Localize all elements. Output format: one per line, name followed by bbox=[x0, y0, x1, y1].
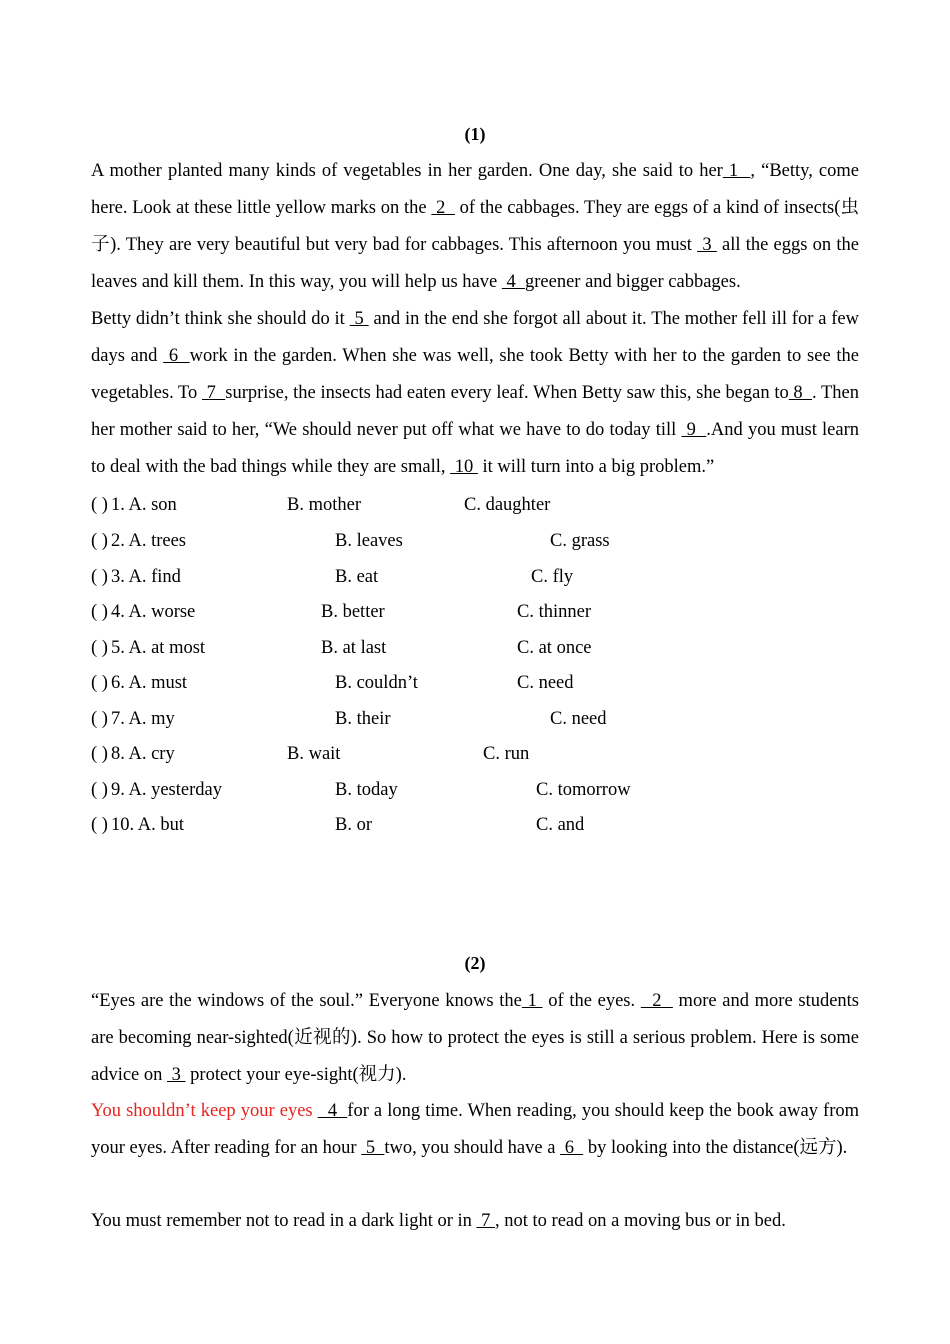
blank-10: 10 bbox=[450, 457, 478, 477]
text: A mother planted many kinds of vegetables in her garden. One day, she said to her bbox=[91, 161, 723, 181]
option-c: C. at once bbox=[517, 638, 592, 658]
option-a: 7. A. my bbox=[111, 709, 175, 729]
text: by looking into the distance(远方). bbox=[583, 1138, 848, 1158]
blank-7: 7 bbox=[476, 1211, 496, 1231]
section-1-paragraph-2 bbox=[91, 301, 859, 486]
option-a: 6. A. must bbox=[111, 673, 188, 693]
highlighted-text: You shouldn’t keep your eyes bbox=[91, 1101, 318, 1121]
question-row bbox=[91, 701, 859, 737]
blank-3: 3 bbox=[697, 235, 717, 255]
answer-paren[interactable]: ( ) bbox=[91, 567, 108, 587]
question-row bbox=[91, 559, 859, 595]
blank-2: 2 bbox=[431, 198, 455, 218]
text: greener and bigger cabbages. bbox=[524, 272, 741, 292]
text: it will turn into a big problem.” bbox=[477, 457, 715, 477]
answer-paren[interactable]: ( ) bbox=[91, 744, 108, 764]
blank-4: 4 bbox=[501, 272, 525, 292]
text: more and more students are becoming near-sighted(近视的). So how to protect the eyes is still a serious problem. Here is some advice on bbox=[91, 991, 860, 1085]
option-b: B. or bbox=[335, 815, 372, 835]
question-row bbox=[91, 487, 859, 523]
blank-1: 1 bbox=[521, 991, 543, 1011]
section-1-title: (1) bbox=[464, 124, 486, 144]
option-c: C. run bbox=[483, 744, 530, 764]
text: “Eyes are the windows of the soul.” Everyone knows the bbox=[91, 991, 522, 1011]
blank-6: 6 bbox=[163, 346, 190, 366]
option-a: 1. A. son bbox=[111, 495, 177, 515]
option-a: 8. A. cry bbox=[111, 744, 175, 764]
answer-paren[interactable]: ( ) bbox=[91, 602, 108, 622]
option-a: 4. A. worse bbox=[111, 602, 196, 622]
blank-1: 1 bbox=[722, 161, 751, 181]
blank-3: 3 bbox=[167, 1065, 186, 1085]
blank-8: 8 bbox=[788, 383, 813, 403]
text: Betty didn’t think she should do it bbox=[91, 309, 350, 329]
text: and in the end she forgot all about it. The mother fell ill for a few days and bbox=[91, 309, 860, 366]
question-row bbox=[91, 594, 859, 630]
question-row bbox=[91, 523, 859, 559]
text: . Then her mother said to her, “We should never put off what we have to do today till bbox=[91, 383, 859, 440]
option-b: B. better bbox=[321, 602, 385, 622]
text: two, you should have a bbox=[384, 1138, 561, 1158]
option-b: B. at last bbox=[321, 638, 387, 658]
section-1-paragraph-1 bbox=[91, 153, 859, 301]
question-row bbox=[91, 807, 859, 843]
option-c: C. need bbox=[550, 709, 607, 729]
text: all the eggs on the leaves and kill them. In this way, you will help us have bbox=[91, 235, 860, 292]
text: , “Betty, come here. Look at these little yellow marks on the bbox=[91, 161, 859, 218]
option-c: C. fly bbox=[531, 567, 574, 587]
answer-paren[interactable]: ( ) bbox=[91, 531, 108, 551]
text: protect your eye-sight(视力). bbox=[185, 1065, 407, 1085]
blank-9: 9 bbox=[681, 420, 707, 440]
section-2-paragraph-3 bbox=[91, 1203, 859, 1240]
option-c: C. daughter bbox=[464, 495, 551, 515]
option-b: B. today bbox=[335, 780, 398, 800]
text: surprise, the insects had eaten every leaf. When Betty saw this, she began to bbox=[225, 383, 789, 403]
blank-5: 5 bbox=[361, 1138, 385, 1158]
section-2-paragraph-1 bbox=[91, 983, 859, 1094]
option-b: B. wait bbox=[287, 744, 341, 764]
option-b: B. their bbox=[335, 709, 391, 729]
text: of the eyes. bbox=[542, 991, 641, 1011]
text: , not to read on a moving bus or in bed. bbox=[495, 1211, 786, 1231]
option-c: C. grass bbox=[550, 531, 610, 551]
text: for a long time. When reading, you should keep the book away from your eyes. After reading for an hour bbox=[91, 1101, 859, 1158]
blank-6: 6 bbox=[560, 1138, 584, 1158]
option-b: B. couldn’t bbox=[335, 673, 418, 693]
answer-paren[interactable]: ( ) bbox=[91, 638, 108, 658]
text: of the cabbages. They are eggs of a kind of insects(虫子). They are very beautiful but very bad for cabbages. This afternoon you must bbox=[91, 198, 859, 255]
option-b: B. mother bbox=[287, 495, 361, 515]
answer-paren[interactable]: ( ) bbox=[91, 709, 108, 729]
section-2-title: (2) bbox=[464, 953, 486, 973]
option-a: 3. A. find bbox=[111, 567, 181, 587]
option-a: 10. A. but bbox=[111, 815, 184, 835]
question-row bbox=[91, 630, 859, 666]
question-row bbox=[91, 736, 859, 772]
answer-paren[interactable]: ( ) bbox=[91, 780, 108, 800]
blank-4: 4 bbox=[317, 1101, 348, 1121]
section-2-paragraph-2 bbox=[91, 1093, 859, 1167]
text: work in the garden. When she was well, she took Betty with her to the garden to see the vegetables. To bbox=[91, 346, 860, 403]
answer-paren[interactable]: ( ) bbox=[91, 815, 108, 835]
option-c: C. and bbox=[536, 815, 585, 835]
text: You must remember not to read in a dark light or in bbox=[91, 1211, 477, 1231]
option-c: C. thinner bbox=[517, 602, 591, 622]
option-c: C. need bbox=[517, 673, 574, 693]
option-a: 5. A. at most bbox=[111, 638, 206, 658]
question-row bbox=[91, 665, 859, 701]
answer-paren[interactable]: ( ) bbox=[91, 495, 108, 515]
answer-paren[interactable]: ( ) bbox=[91, 673, 108, 693]
blank-7: 7 bbox=[201, 383, 226, 403]
question-row bbox=[91, 772, 859, 808]
option-a: 2. A. trees bbox=[111, 531, 187, 551]
option-a: 9. A. yesterday bbox=[111, 780, 222, 800]
option-b: B. leaves bbox=[335, 531, 403, 551]
text: .And you must learn to deal with the bad things while they are small, bbox=[91, 420, 860, 477]
option-c: C. tomorrow bbox=[536, 780, 631, 800]
blank-2: 2 bbox=[640, 991, 673, 1011]
blank-5: 5 bbox=[349, 309, 369, 329]
option-b: B. eat bbox=[335, 567, 379, 587]
